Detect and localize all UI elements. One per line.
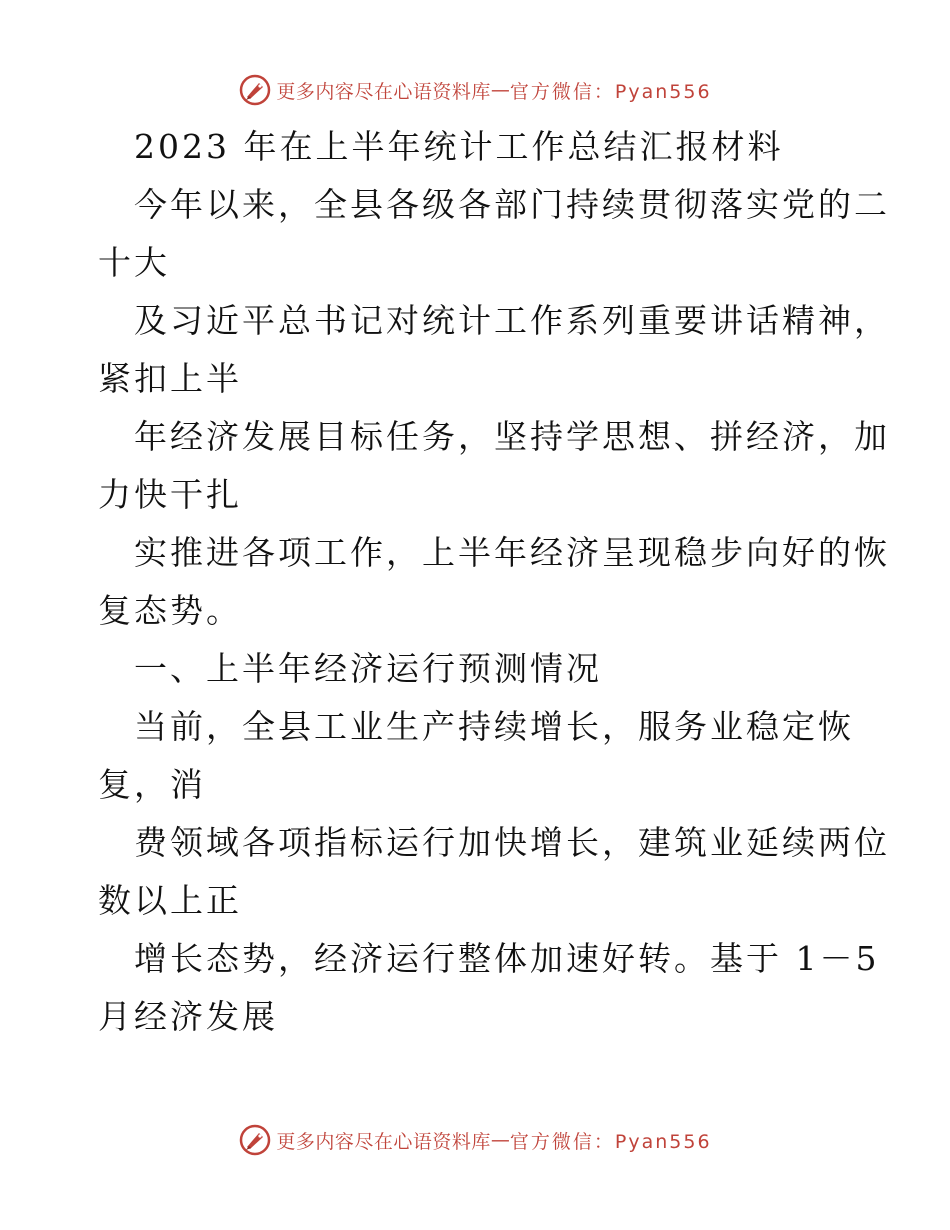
paragraph-line: 十大 [98, 243, 170, 282]
paragraph-line: 复态势。 [98, 591, 242, 630]
document-body [98, 118, 890, 1046]
paragraph-line: 增长态势，经济运行整体加速好转。基于 1－5 [134, 939, 880, 978]
paragraph-line: 实推进各项工作，上半年经济呈现稳步向好的恢 [134, 533, 890, 572]
paragraph-line: 数以上正 [98, 881, 242, 920]
pen-nib-logo-icon [238, 1123, 272, 1157]
watermark-wechat: 官方微信：Pyan556 [509, 1130, 712, 1153]
watermark-separator: — [490, 79, 510, 101]
watermark-wechat: 官方微信：Pyan556 [509, 80, 712, 103]
watermark-separator: — [490, 1129, 510, 1151]
document-title: 2023 年在上半年统计工作总结汇报材料 [134, 127, 784, 166]
paragraph-line: 月经济发展 [98, 997, 278, 1036]
watermark-text: 更多内容尽在心语资料库 [276, 80, 491, 103]
section-heading: 一、上半年经济运行预测情况 [134, 649, 602, 688]
paragraph-line: 当前，全县工业生产持续增长，服务业稳定恢 [134, 707, 854, 746]
paragraph-line: 今年以来，全县各级各部门持续贯彻落实党的二 [134, 185, 890, 224]
header-watermark [0, 70, 950, 110]
paragraph-line: 紧扣上半 [98, 359, 242, 398]
paragraph-line: 年经济发展目标任务，坚持学思想、拼经济，加 [134, 417, 890, 456]
paragraph-line: 费领域各项指标运行加快增长，建筑业延续两位 [134, 823, 890, 862]
watermark-text: 更多内容尽在心语资料库 [276, 1130, 491, 1153]
paragraph-line: 力快干扎 [98, 475, 242, 514]
paragraph-line: 及习近平总书记对统计工作系列重要讲话精神， [134, 301, 890, 340]
pen-nib-logo-icon [238, 73, 272, 107]
paragraph-line: 复，消 [98, 765, 206, 804]
footer-watermark [0, 1120, 950, 1160]
